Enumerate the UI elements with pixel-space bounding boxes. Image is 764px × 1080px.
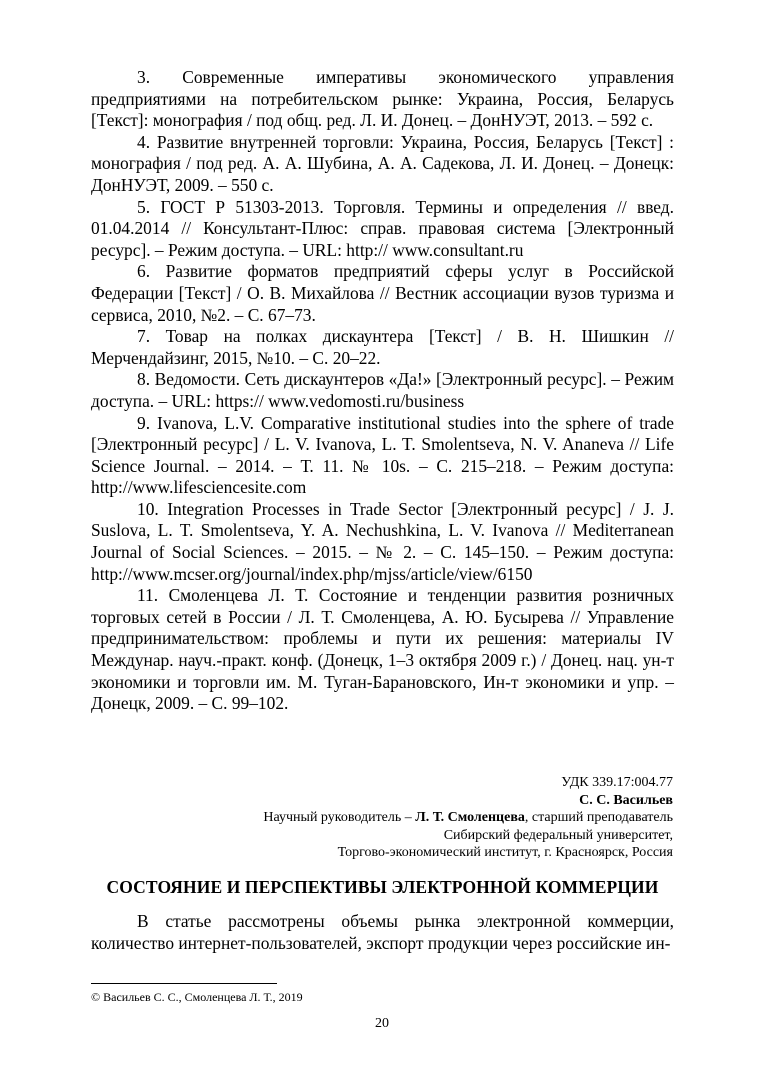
- reference-list: [91, 67, 674, 715]
- reference-item: 7. Товар на полках дискаунтера [Текст] / В. Н. Шишкин // Мерчендайзинг, 2015, №10. – С. 20–22.: [91, 326, 674, 368]
- reference-item: 3. Современные императивы экономического управления предприятиями на потребительском рынке: Украина, Россия, Беларусь [Текст]: монография / под общ. ред. Л. И. Донец. – ДонНУЭТ, 2013. – 592 с.: [91, 67, 674, 131]
- reference-item: 9. Ivanova, L.V. Comparative institutional studies into the sphere of trade [Электронный ресурс] / L. V. Ivanova, L. T. Smolentseva, N. V. Ananeva // Life Science Journal. – 2014. – Т. 11. № 10s. – С. 215–218. – Режим доступа: http://www.lifesciencesite.com: [91, 412, 674, 498]
- udc-code: УДК 339.17:004.77: [561, 775, 673, 790]
- copyright-footnote: © Васильев С. С., Смоленцева Л. Т., 2019: [91, 990, 303, 1004]
- reference-item: 6. Развитие форматов предприятий сферы услуг в Российской Федерации [Текст] / О. В. Михайлова // Вестник ассоциации вузов туризма и сервиса, 2010, №2. – С. 67–73.: [91, 261, 674, 325]
- supervisor-line: [263, 809, 673, 827]
- affiliation-university: Сибирский федеральный университет,: [443, 827, 673, 843]
- article-header: [263, 774, 673, 862]
- reference-item: 11. Смоленцева Л. Т. Состояние и тенденции развития розничных торговых сетей в России / Л. Т. Смоленцева, А. Ю. Бусырева // Управление предпринимательством: проблемы и пути их решения: материалы IV Междунар. науч.-практ. конф. (Донецк, 1–3 октября 2009 г.) / Донец. нац. ун-т экономики и торговли им. М. Туган-Барановского, Ин-т экономики и упр. – Донецк, 2009. – С. 99–102.: [91, 585, 674, 714]
- supervisor-position: , старший преподаватель: [524, 810, 673, 825]
- footnote-divider: [91, 983, 277, 984]
- reference-item: 4. Развитие внутренней торговли: Украина, Россия, Беларусь [Текст] : монография / под ред. А. А. Шубина, А. А. Садекова, Л. И. Донец. – Донецк: ДонНУЭТ, 2009. – 550 с.: [91, 131, 674, 195]
- affiliation-institute: Торгово-экономический институт, г. Красноярск, Россия: [337, 845, 673, 860]
- author-name: С. С. Васильев: [579, 792, 673, 808]
- reference-item: 8. Ведомости. Сеть дискаунтеров «Да!» [Электронный ресурс]. – Режим доступа. – URL: https:// www.vedomosti.ru/business: [91, 369, 674, 411]
- supervisor-name: Л. Т. Смоленцева: [415, 810, 525, 825]
- article-title: СОСТОЯНИЕ И ПЕРСПЕКТИВЫ ЭЛЕКТРОННОЙ КОММЕРЦИИ: [106, 877, 659, 897]
- abstract-paragraph: В статье рассмотрены объемы рынка электронной коммерции, количество интернет-пользователей, экспорт продукции через российские ин-: [91, 911, 674, 953]
- page-number: 20: [375, 1016, 389, 1031]
- reference-item: 10. Integration Processes in Trade Sector [Электронный ресурс] / J. J. Suslova, L. T. Smolentseva, Y. A. Nechushkina, L. V. Ivanova // Mediterranean Journal of Social Sciences. – 2015. – № 2. – С. 145–150. – Режим доступа: http://www.mcser.org/journal/index.php/mjss/article/view/6150: [91, 498, 674, 584]
- reference-item: 5. ГОСТ Р 51303-2013. Торговля. Термины и определения // введ. 01.04.2014 // Консультант-Плюс: справ. правовая система [Электронный ресурс]. – Режим доступа. – URL: http:// www.consultant.ru: [91, 196, 674, 260]
- supervisor-prefix: Научный руководитель –: [263, 810, 416, 825]
